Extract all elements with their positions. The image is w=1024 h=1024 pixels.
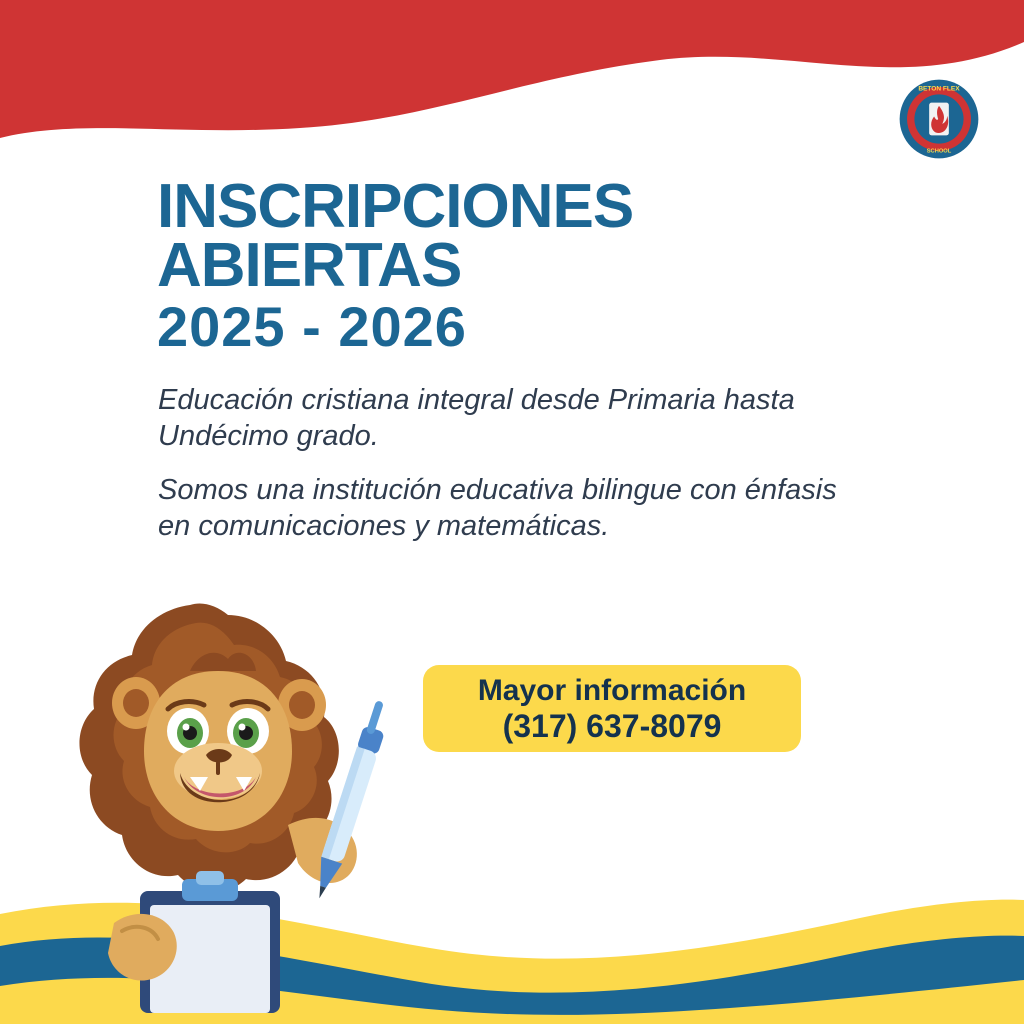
body-paragraph-2: Somos una institución educativa bilingue con énfasis en comunicaciones y matemáticas.	[158, 474, 837, 542]
headline-line-1: INSCRIPCIONES	[157, 172, 634, 241]
contact-info-label: Mayor información	[477, 673, 747, 707]
school-logo-icon	[898, 78, 980, 160]
contact-info-button[interactable]	[423, 665, 801, 752]
svg-text:SCHOOL: SCHOOL	[926, 148, 952, 155]
headline-line-2: ABIERTAS	[157, 231, 462, 300]
lion-mascot-illustration	[40, 575, 430, 1015]
body-copy-block	[158, 382, 858, 544]
body-paragraph-1: Educación cristiana integral desde Primaria hasta Undécimo grado.	[158, 384, 795, 452]
contact-phone-number: (317) 637-8079	[502, 707, 722, 744]
headline-line-3: 2025 - 2026	[157, 295, 467, 358]
headline-block	[157, 172, 917, 358]
svg-text:BETON FLEX: BETON FLEX	[918, 85, 960, 93]
